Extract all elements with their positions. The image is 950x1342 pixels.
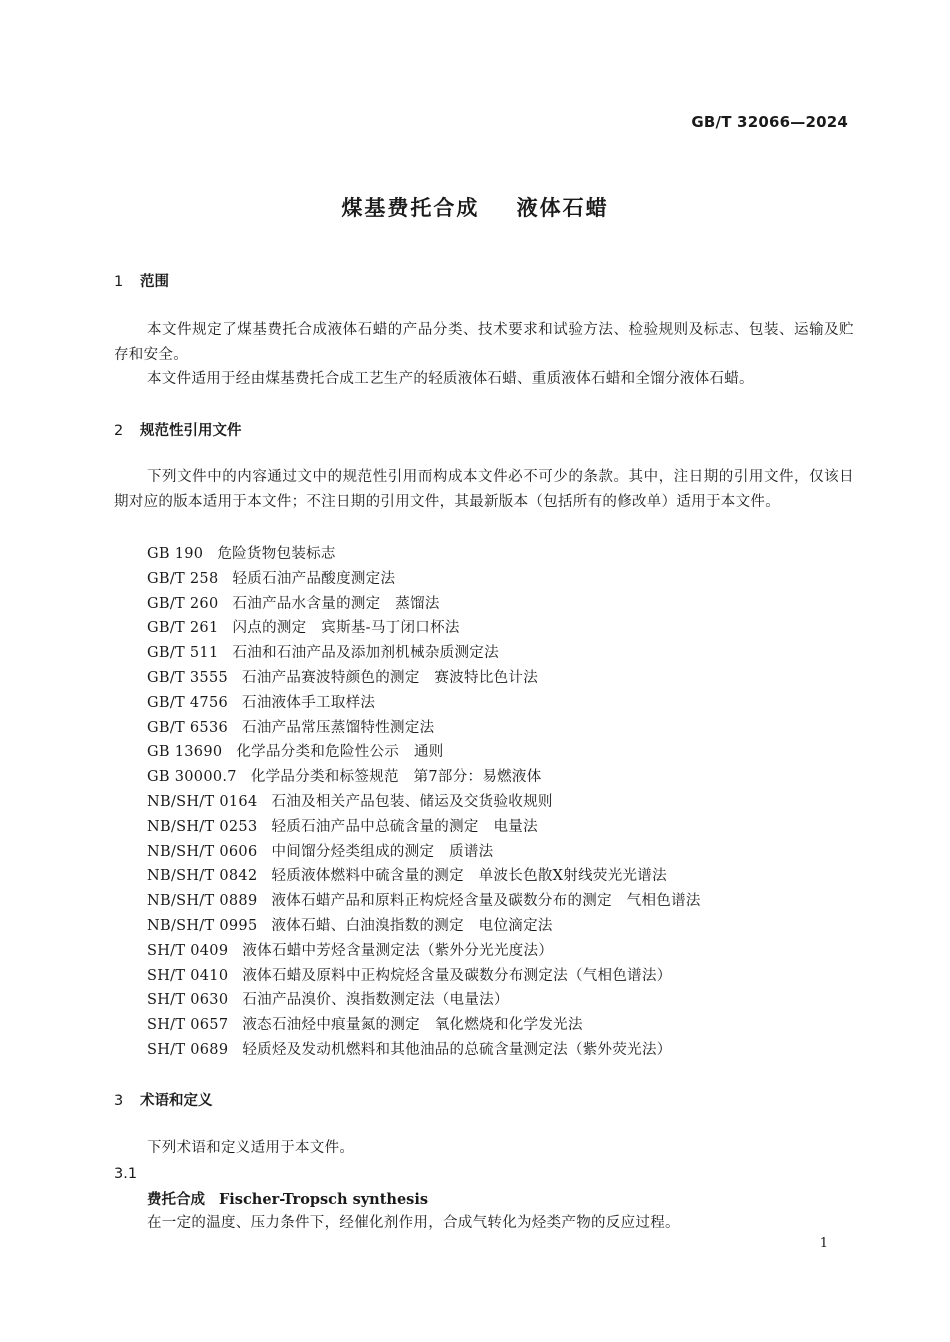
reference-code: GB/T 6536 — [147, 719, 229, 736]
section-title: 规范性引用文件 — [140, 423, 242, 439]
normative-references-list — [147, 542, 701, 1063]
reference-item — [147, 914, 701, 939]
reference-item — [147, 666, 701, 691]
term-heading — [147, 1188, 428, 1209]
reference-code: GB/T 511 — [147, 645, 219, 662]
section-1-paragraph-1: 本文件规定了煤基费托合成液体石蜡的产品分类、技术要求和试验方法、检验规则及标志、包装、运输及贮存和安全。 — [114, 322, 854, 363]
reference-item — [147, 542, 701, 567]
section-2-heading — [114, 419, 242, 440]
reference-item — [147, 815, 701, 840]
reference-item — [147, 889, 701, 914]
page-number: 1 — [819, 1236, 828, 1251]
reference-code: SH/T 0657 — [147, 1017, 229, 1034]
section-2-intro: 下列文件中的内容通过文中的规范性引用而构成本文件必不可少的条款。其中，注日期的引用文件，仅该日期对应的版本适用于本文件；不注日期的引用文件，其最新版本（包括所有的修改单）适用于本文件。 — [114, 469, 854, 510]
reference-code: GB/T 260 — [147, 595, 219, 612]
reference-code: NB/SH/T 0842 — [147, 868, 258, 885]
reference-item — [147, 1013, 701, 1038]
reference-code: NB/SH/T 0606 — [147, 843, 258, 860]
reference-item — [147, 641, 701, 666]
reference-title: 危险货物包装标志 — [217, 546, 336, 562]
reference-item — [147, 864, 701, 889]
reference-item — [147, 740, 701, 765]
reference-title: 化学品分类和标签规范 第7部分：易燃液体 — [250, 769, 542, 786]
reference-title: 液体石蜡产品和原料正构烷烃含量及碳数分布的测定 气相色谱法 — [271, 893, 701, 910]
reference-item — [147, 1038, 701, 1063]
reference-title: 液态石油烃中痕量氮的测定 氧化燃烧和化学发光法 — [242, 1017, 583, 1034]
reference-code: GB 190 — [147, 546, 204, 562]
reference-title: 石油和石油产品及添加剂机械杂质测定法 — [232, 645, 499, 662]
reference-code: GB/T 261 — [147, 620, 219, 637]
reference-item — [147, 616, 701, 641]
reference-code: NB/SH/T 0995 — [147, 917, 258, 934]
reference-item — [147, 988, 701, 1013]
section-3-intro: 下列术语和定义适用于本文件。 — [147, 1140, 355, 1156]
reference-code: NB/SH/T 0253 — [147, 818, 258, 835]
reference-item — [147, 939, 701, 964]
section-number: 1 — [114, 274, 124, 290]
term-english: Fischer-Tropsch synthesis — [219, 1191, 429, 1208]
reference-code: GB/T 258 — [147, 570, 219, 587]
reference-item — [147, 840, 701, 865]
term-chinese: 费托合成 — [147, 1192, 205, 1208]
term-definition: 在一定的温度、压力条件下，经催化剂作用，合成气转化为烃类产物的反应过程。 — [147, 1215, 680, 1231]
reference-title: 闪点的测定 宾斯基-马丁闭口杯法 — [232, 620, 460, 637]
reference-title: 轻质烃及发动机燃料和其他油品的总硫含量测定法（紫外荧光法） — [242, 1041, 672, 1058]
reference-code: NB/SH/T 0164 — [147, 793, 258, 810]
reference-title: 石油产品常压蒸馏特性测定法 — [242, 719, 435, 736]
reference-title: 轻质液体燃料中硫含量的测定 单波长色散X射线荧光光谱法 — [271, 868, 667, 885]
reference-title: 化学品分类和危险性公示 通则 — [236, 744, 444, 761]
section-title: 术语和定义 — [140, 1093, 213, 1109]
reference-title: 石油产品溴价、溴指数测定法（电量法） — [242, 992, 509, 1009]
reference-item — [147, 716, 701, 741]
reference-code: NB/SH/T 0889 — [147, 893, 258, 910]
reference-title: 石油产品水含量的测定 蒸馏法 — [232, 595, 440, 612]
section-1-paragraph-2: 本文件适用于经由煤基费托合成工艺生产的轻质液体石蜡、重质液体石蜡和全馏分液体石蜡。 — [147, 371, 754, 387]
reference-title: 石油液体手工取样法 — [242, 694, 376, 711]
reference-code: SH/T 0630 — [147, 992, 229, 1009]
section-title: 范围 — [140, 274, 169, 290]
section-1-heading — [114, 270, 169, 291]
section-number: 3 — [114, 1093, 124, 1109]
reference-title: 中间馏分烃类组成的测定 质谱法 — [271, 843, 494, 860]
reference-title: 石油及相关产品包装、储运及交货验收规则 — [271, 793, 553, 810]
reference-title: 液体石蜡及原料中正构烷烃含量及碳数分布测定法（气相色谱法） — [242, 967, 672, 984]
reference-title: 轻质石油产品酸度测定法 — [232, 570, 396, 587]
reference-item — [147, 567, 701, 592]
reference-code: SH/T 0409 — [147, 942, 229, 959]
term-number: 3.1 — [114, 1166, 138, 1182]
reference-code: GB 13690 — [147, 744, 223, 761]
reference-item — [147, 592, 701, 617]
reference-item — [147, 964, 701, 989]
reference-title: 液体石蜡、白油溴指数的测定 电位滴定法 — [271, 917, 553, 934]
reference-code: GB 30000.7 — [147, 769, 237, 786]
reference-code: SH/T 0410 — [147, 967, 229, 984]
reference-item — [147, 765, 701, 790]
document-title: 煤基费托合成 液体石蜡 — [341, 196, 609, 220]
standard-code: GB/T 32066—2024 — [691, 113, 848, 131]
reference-code: GB/T 4756 — [147, 694, 229, 711]
reference-title: 轻质石油产品中总硫含量的测定 电量法 — [271, 818, 538, 835]
reference-title: 石油产品赛波特颜色的测定 赛波特比色计法 — [242, 669, 539, 686]
reference-code: GB/T 3555 — [147, 669, 229, 686]
reference-code: SH/T 0689 — [147, 1041, 229, 1058]
section-number: 2 — [114, 423, 124, 439]
reference-item — [147, 790, 701, 815]
reference-item — [147, 691, 701, 716]
reference-title: 液体石蜡中芳烃含量测定法（紫外分光光度法） — [242, 942, 554, 959]
section-3-heading — [114, 1089, 213, 1110]
